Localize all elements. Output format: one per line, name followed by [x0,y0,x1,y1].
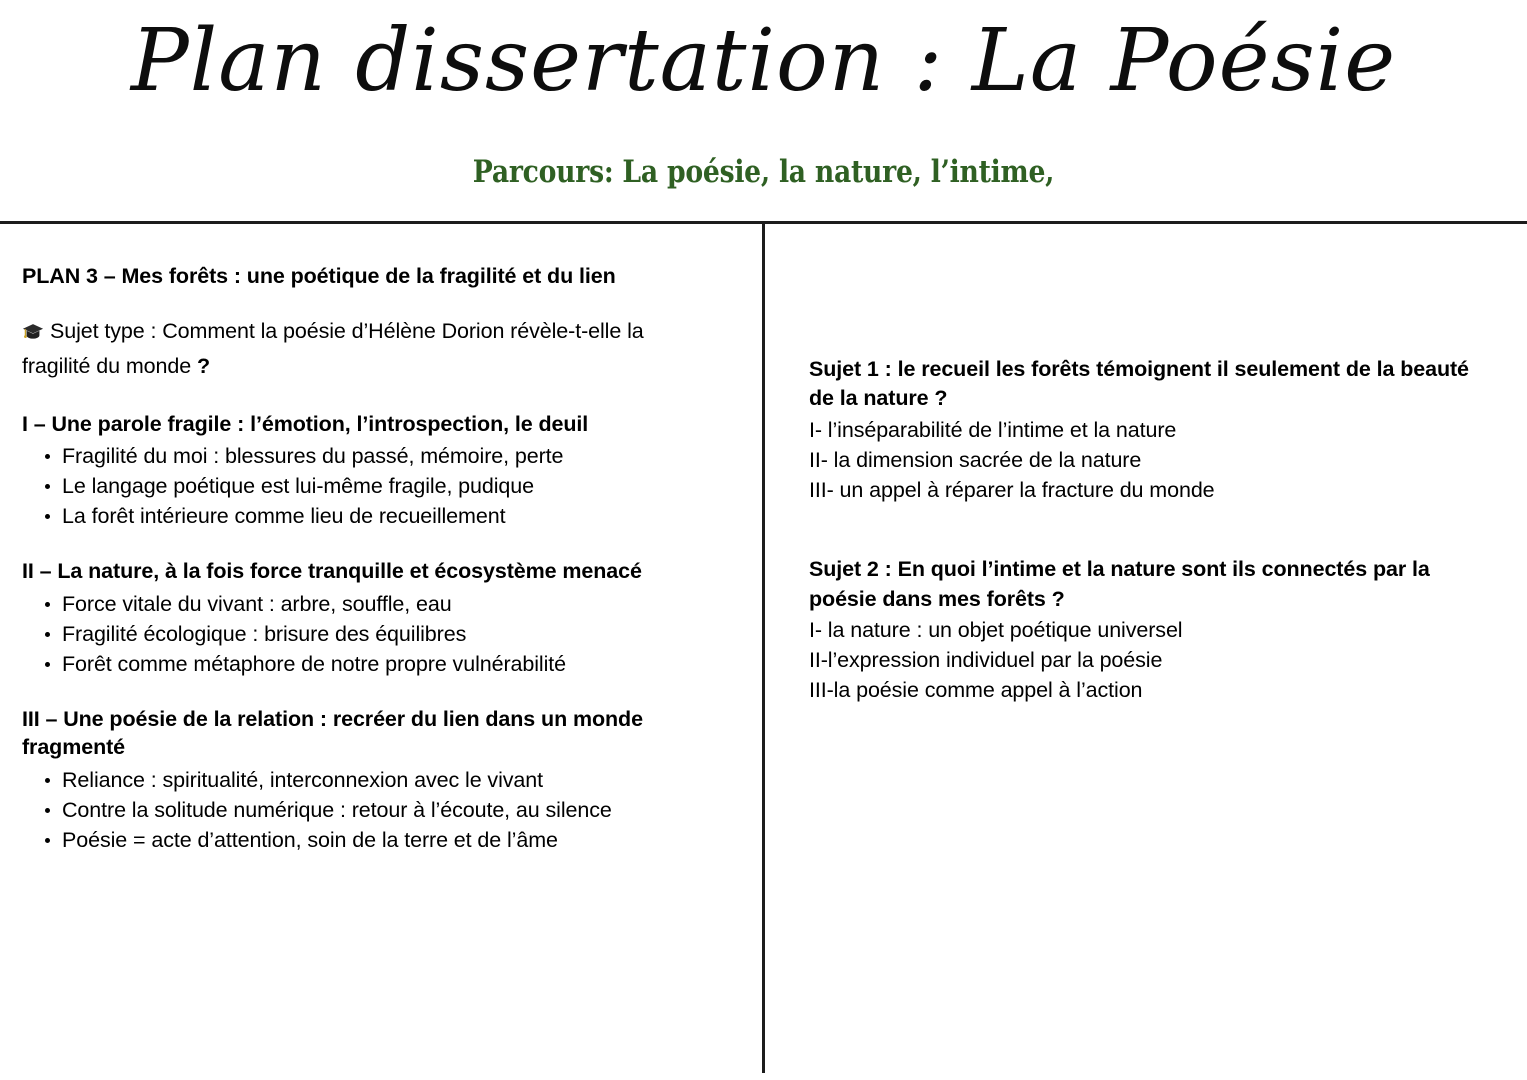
list-item: II- la dimension sacrée de la nature [809,448,1142,472]
column-divider [762,224,765,1073]
plan-heading: PLAN 3 – Mes forêts : une poétique de la fragilité et du lien [22,264,616,288]
page-subtitle: Parcours: La poésie, la nature, l’intime, [472,154,1055,190]
subject-block [809,355,1479,505]
subject-prompt [22,316,708,381]
section-bullet-list [22,441,708,531]
plan-section [22,705,708,855]
list-item: Force vitale du vivant : arbre, souffle, eau [22,589,708,619]
list-item: III-la poésie comme appel à l’action [809,678,1143,703]
subject-prompt-text: Sujet type : Comment la poésie d’Hélène Dorion révèle-t-elle la fragilité du monde [22,319,644,378]
plan-section [22,557,708,679]
right-column [809,355,1479,705]
list-item: II-l’expression individuel par la poésie [809,648,1163,673]
document-header [0,0,1527,222]
section-bullet-list [22,589,708,679]
section-title: III – Une poésie de la relation : recréer du lien dans un monde fragmenté [22,707,643,760]
page-title: Plan dissertation : La Poésie [130,11,1397,111]
list-item: Poésie = acte d’attention, soin de la terre et de l’âme [22,825,708,855]
subject-question: Sujet 1 : le recueil les forêts témoignent il seulement de la beauté de la nature ? [809,357,1469,411]
graduation-cap-icon [22,319,48,350]
list-item: Contre la solitude numérique : retour à l’écoute, au silence [22,795,708,825]
section-bullet-list [22,765,708,855]
list-item: I- la nature : un objet poétique universel [809,618,1183,643]
list-item: Forêt comme métaphore de notre propre vulnérabilité [22,649,708,679]
list-item: Reliance : spiritualité, interconnexion avec le vivant [22,765,708,795]
list-item: La forêt intérieure comme lieu de recueillement [22,501,708,531]
list-item: Fragilité du moi : blessures du passé, mémoire, perte [22,441,708,471]
subject-block [809,555,1479,705]
subject-point-list [809,615,1479,705]
section-title: II – La nature, à la fois force tranquille et écosystème menacé [22,559,642,584]
list-item: Le langage poétique est lui-même fragile, pudique [22,471,708,501]
plan-section [22,410,708,532]
subject-prompt-question-mark: ? [196,353,211,378]
list-item: Fragilité écologique : brisure des équilibres [22,619,708,649]
list-item: III- un appel à réparer la fracture du monde [809,478,1215,503]
list-item: I- l’inséparabilité de l’intime et la nature [809,417,1177,442]
subject-point-list [809,415,1479,505]
section-title: I – Une parole fragile : l’émotion, l’introspection, le deuil [22,411,589,436]
subject-question: Sujet 2 : En quoi l’intime et la nature sont ils connectés par la poésie dans mes forêts ? [809,557,1430,611]
left-column [22,262,708,855]
